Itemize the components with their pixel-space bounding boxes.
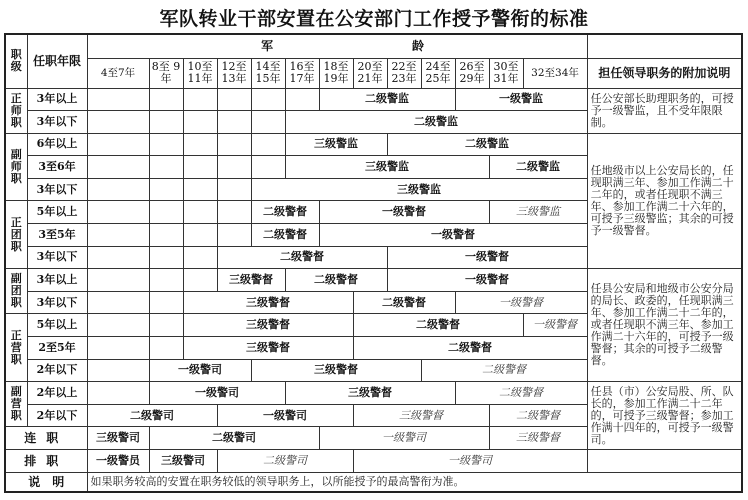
- tenure-cell: 3至5年: [27, 224, 87, 247]
- rank-badge-cell: 一级警督: [523, 314, 587, 337]
- rank-badge-cell: 二级警督: [421, 359, 587, 382]
- rank-badge-cell: 三级警监: [285, 156, 489, 179]
- rank-badge-cell: 三级警监: [251, 178, 587, 201]
- empty-cell: [87, 359, 149, 382]
- header-age-col: 14至 15年: [251, 58, 285, 88]
- empty-cell: [87, 269, 149, 292]
- header-age-col: 30至 31年: [489, 58, 523, 88]
- empty-cell: [183, 178, 217, 201]
- rank-level-cell: 副 团 职: [5, 269, 27, 314]
- tenure-cell: 6年以上: [27, 133, 87, 156]
- empty-cell: [149, 178, 183, 201]
- leadership-note-cell: 任地级市以上公安局长的，任现职满三年、参加工作满二十二年的，或者任现职不满三年、参加工作满二十六年的，可授予三级警监；其余的可授予一级警督。: [587, 133, 742, 269]
- rank-badge-cell: 一级警司: [353, 450, 587, 473]
- header-service-years-a: 军: [261, 39, 274, 54]
- tenure-cell: 3年以下: [27, 111, 87, 134]
- empty-cell: [149, 314, 183, 337]
- empty-cell: [183, 111, 217, 134]
- rank-badge-cell: 二级警督: [217, 246, 387, 269]
- rank-badge-cell: 三级警督: [183, 337, 353, 360]
- header-service-years-b: 龄: [411, 39, 424, 54]
- rank-level-cell: 正 师 职: [5, 88, 27, 133]
- rank-badge-cell: 三级警督: [489, 427, 587, 450]
- empty-cell: [217, 111, 251, 134]
- rank-badge-cell: 二级警督: [251, 201, 319, 224]
- empty-cell: [87, 178, 149, 201]
- empty-cell: [87, 224, 149, 247]
- empty-cell: [183, 201, 217, 224]
- empty-cell: [285, 88, 319, 111]
- empty-cell: [217, 201, 251, 224]
- empty-cell: [149, 291, 183, 314]
- rank-level-cell: 正 营 职: [5, 314, 27, 382]
- header-age-col: 26至 29年: [455, 58, 489, 88]
- header-age-col: 8至 9年: [149, 58, 183, 88]
- empty-cell: [149, 269, 183, 292]
- rank-badge-cell: 二级警监: [489, 156, 587, 179]
- tenure-cell: 2年以下: [27, 359, 87, 382]
- rank-badge-cell: 一级警员: [87, 450, 149, 473]
- leadership-note-cell: 任公安部长助理职务的，可授予一级警监，且不受年限限制。: [587, 88, 742, 133]
- rank-badge-cell: 二级警督: [489, 404, 587, 427]
- header-service-years: [87, 34, 587, 58]
- rank-badge-cell: 三级警督: [183, 291, 353, 314]
- empty-cell: [87, 201, 149, 224]
- empty-cell: [87, 246, 149, 269]
- empty-cell: [87, 156, 149, 179]
- table-row: [5, 88, 742, 111]
- rank-badge-cell: 一级警司: [149, 382, 285, 405]
- police-rank-standard-table: [4, 33, 743, 493]
- tenure-cell: 2至5年: [27, 337, 87, 360]
- empty-cell: [87, 111, 149, 134]
- tenure-cell: 3年以上: [27, 88, 87, 111]
- empty-cell: [183, 88, 217, 111]
- rank-badge-cell: 二级警司: [87, 404, 217, 427]
- empty-cell: [251, 88, 285, 111]
- tenure-cell: 3至6年: [27, 156, 87, 179]
- rank-badge-cell: 一级警司: [149, 359, 251, 382]
- leadership-note-cell: 任县公安局和地级市公安分局的局长、政委的，任现职满三年、参加工作满二十二年的，或者任现职不满三年、参加工作满二十六年的，可授予一级警督；其余的可授予二级警督。: [587, 269, 742, 382]
- empty-cell: [87, 382, 149, 405]
- rank-level-cell: 连职: [5, 427, 87, 450]
- rank-badge-cell: 二级警监: [285, 111, 587, 134]
- tenure-cell: 3年以下: [27, 291, 87, 314]
- rank-level-cell: 副 师 职: [5, 133, 27, 201]
- empty-cell: [183, 133, 217, 156]
- empty-cell: [87, 291, 149, 314]
- header-tenure: 任职年限: [27, 34, 87, 88]
- empty-cell: [149, 246, 183, 269]
- empty-cell: [149, 111, 183, 134]
- rank-badge-cell: 二级警监: [319, 88, 455, 111]
- tenure-cell: 3年以下: [27, 178, 87, 201]
- rank-badge-cell: 二级警督: [251, 224, 319, 247]
- empty-cell: [87, 133, 149, 156]
- rank-badge-cell: 一级警督: [455, 291, 587, 314]
- rank-badge-cell: 一级警督: [387, 269, 587, 292]
- rank-badge-cell: 二级警督: [353, 291, 455, 314]
- header-age-col: 24至 25年: [421, 58, 455, 88]
- header-age-col: 18至 19年: [319, 58, 353, 88]
- rank-badge-cell: 二级警司: [149, 427, 319, 450]
- footer-row: [5, 472, 742, 492]
- rank-badge-cell: 一级警督: [387, 246, 587, 269]
- empty-cell: [149, 88, 183, 111]
- header-age-col: 22至 23年: [387, 58, 421, 88]
- empty-cell: [217, 88, 251, 111]
- header-age-col: 16至 17年: [285, 58, 319, 88]
- footer-text: 如果职务较高的安置在职务较低的领导职务上，以所能授予的最高警衔为准。: [87, 472, 742, 492]
- tenure-cell: 2年以下: [27, 404, 87, 427]
- table-row: [5, 382, 742, 405]
- rank-badge-cell: 三级警督: [251, 359, 421, 382]
- rank-badge-cell: 三级警司: [87, 427, 149, 450]
- header-rank: 职级: [5, 34, 27, 88]
- leadership-note-cell: 任县（市）公安局股、所、队长的，参加工作满二十二年的，可授予三级警督；参加工作满十四年的，可授予一级警司。: [587, 382, 742, 450]
- rank-badge-cell: 一级警司: [319, 427, 489, 450]
- empty-note-cell: [587, 450, 742, 473]
- empty-cell: [183, 224, 217, 247]
- rank-badge-cell: 一级警督: [319, 224, 587, 247]
- empty-cell: [217, 178, 251, 201]
- empty-cell: [149, 156, 183, 179]
- rank-badge-cell: 二级警督: [455, 382, 587, 405]
- rank-level-cell: 正 团 职: [5, 201, 27, 269]
- empty-cell: [251, 156, 285, 179]
- rank-badge-cell: 三级警监: [285, 133, 387, 156]
- table-row: [5, 269, 742, 292]
- rank-level-cell: 副 营 职: [5, 382, 27, 427]
- empty-cell: [149, 337, 183, 360]
- empty-cell: [149, 224, 183, 247]
- empty-cell: [217, 156, 251, 179]
- rank-level-cell: 排职: [5, 450, 87, 473]
- table-row: [5, 133, 742, 156]
- empty-cell: [149, 133, 183, 156]
- rank-badge-cell: 三级警督: [217, 269, 285, 292]
- document-title: 军队转业干部安置在公安部门工作授予警衔的标准: [159, 8, 589, 30]
- empty-cell: [217, 133, 251, 156]
- header-age-col: 12至 13年: [217, 58, 251, 88]
- rank-badge-cell: 二级警督: [285, 269, 387, 292]
- tenure-cell: 3年以上: [27, 269, 87, 292]
- header-notes: 担任领导职务的附加说明: [587, 58, 742, 88]
- empty-cell: [87, 314, 149, 337]
- empty-cell: [87, 88, 149, 111]
- header-row-2: [5, 58, 742, 88]
- header-age-col: 32至34年: [523, 58, 587, 88]
- rank-badge-cell: 二级警督: [353, 337, 587, 360]
- empty-cell: [183, 269, 217, 292]
- header-notes-blank: [587, 34, 742, 58]
- rank-badge-cell: 二级警督: [353, 314, 523, 337]
- empty-cell: [183, 246, 217, 269]
- rank-badge-cell: 一级警监: [455, 88, 587, 111]
- rank-badge-cell: 一级警督: [319, 201, 489, 224]
- rank-badge-cell: 三级警督: [183, 314, 353, 337]
- rank-badge-cell: 二级警司: [217, 450, 353, 473]
- tenure-cell: 5年以上: [27, 201, 87, 224]
- rank-badge-cell: 三级警监: [489, 201, 587, 224]
- header-age-col: 4至7年: [87, 58, 149, 88]
- rank-badge-cell: 三级警司: [149, 450, 217, 473]
- rank-badge-cell: 三级警督: [285, 382, 455, 405]
- empty-cell: [183, 156, 217, 179]
- header-age-col: 10至 11年: [183, 58, 217, 88]
- empty-cell: [149, 201, 183, 224]
- header-row-1: [5, 34, 742, 58]
- header-age-col: 20至 21年: [353, 58, 387, 88]
- rank-badge-cell: 一级警司: [217, 404, 353, 427]
- empty-cell: [87, 337, 149, 360]
- tenure-cell: 3年以下: [27, 246, 87, 269]
- tenure-cell: 2年以上: [27, 382, 87, 405]
- rank-badge-cell: 二级警监: [387, 133, 587, 156]
- tenure-cell: 5年以上: [27, 314, 87, 337]
- table-row: [5, 450, 742, 473]
- empty-cell: [251, 133, 285, 156]
- empty-cell: [251, 111, 285, 134]
- footer-label: 说 明: [5, 472, 87, 492]
- empty-cell: [217, 224, 251, 247]
- rank-badge-cell: 三级警督: [353, 404, 489, 427]
